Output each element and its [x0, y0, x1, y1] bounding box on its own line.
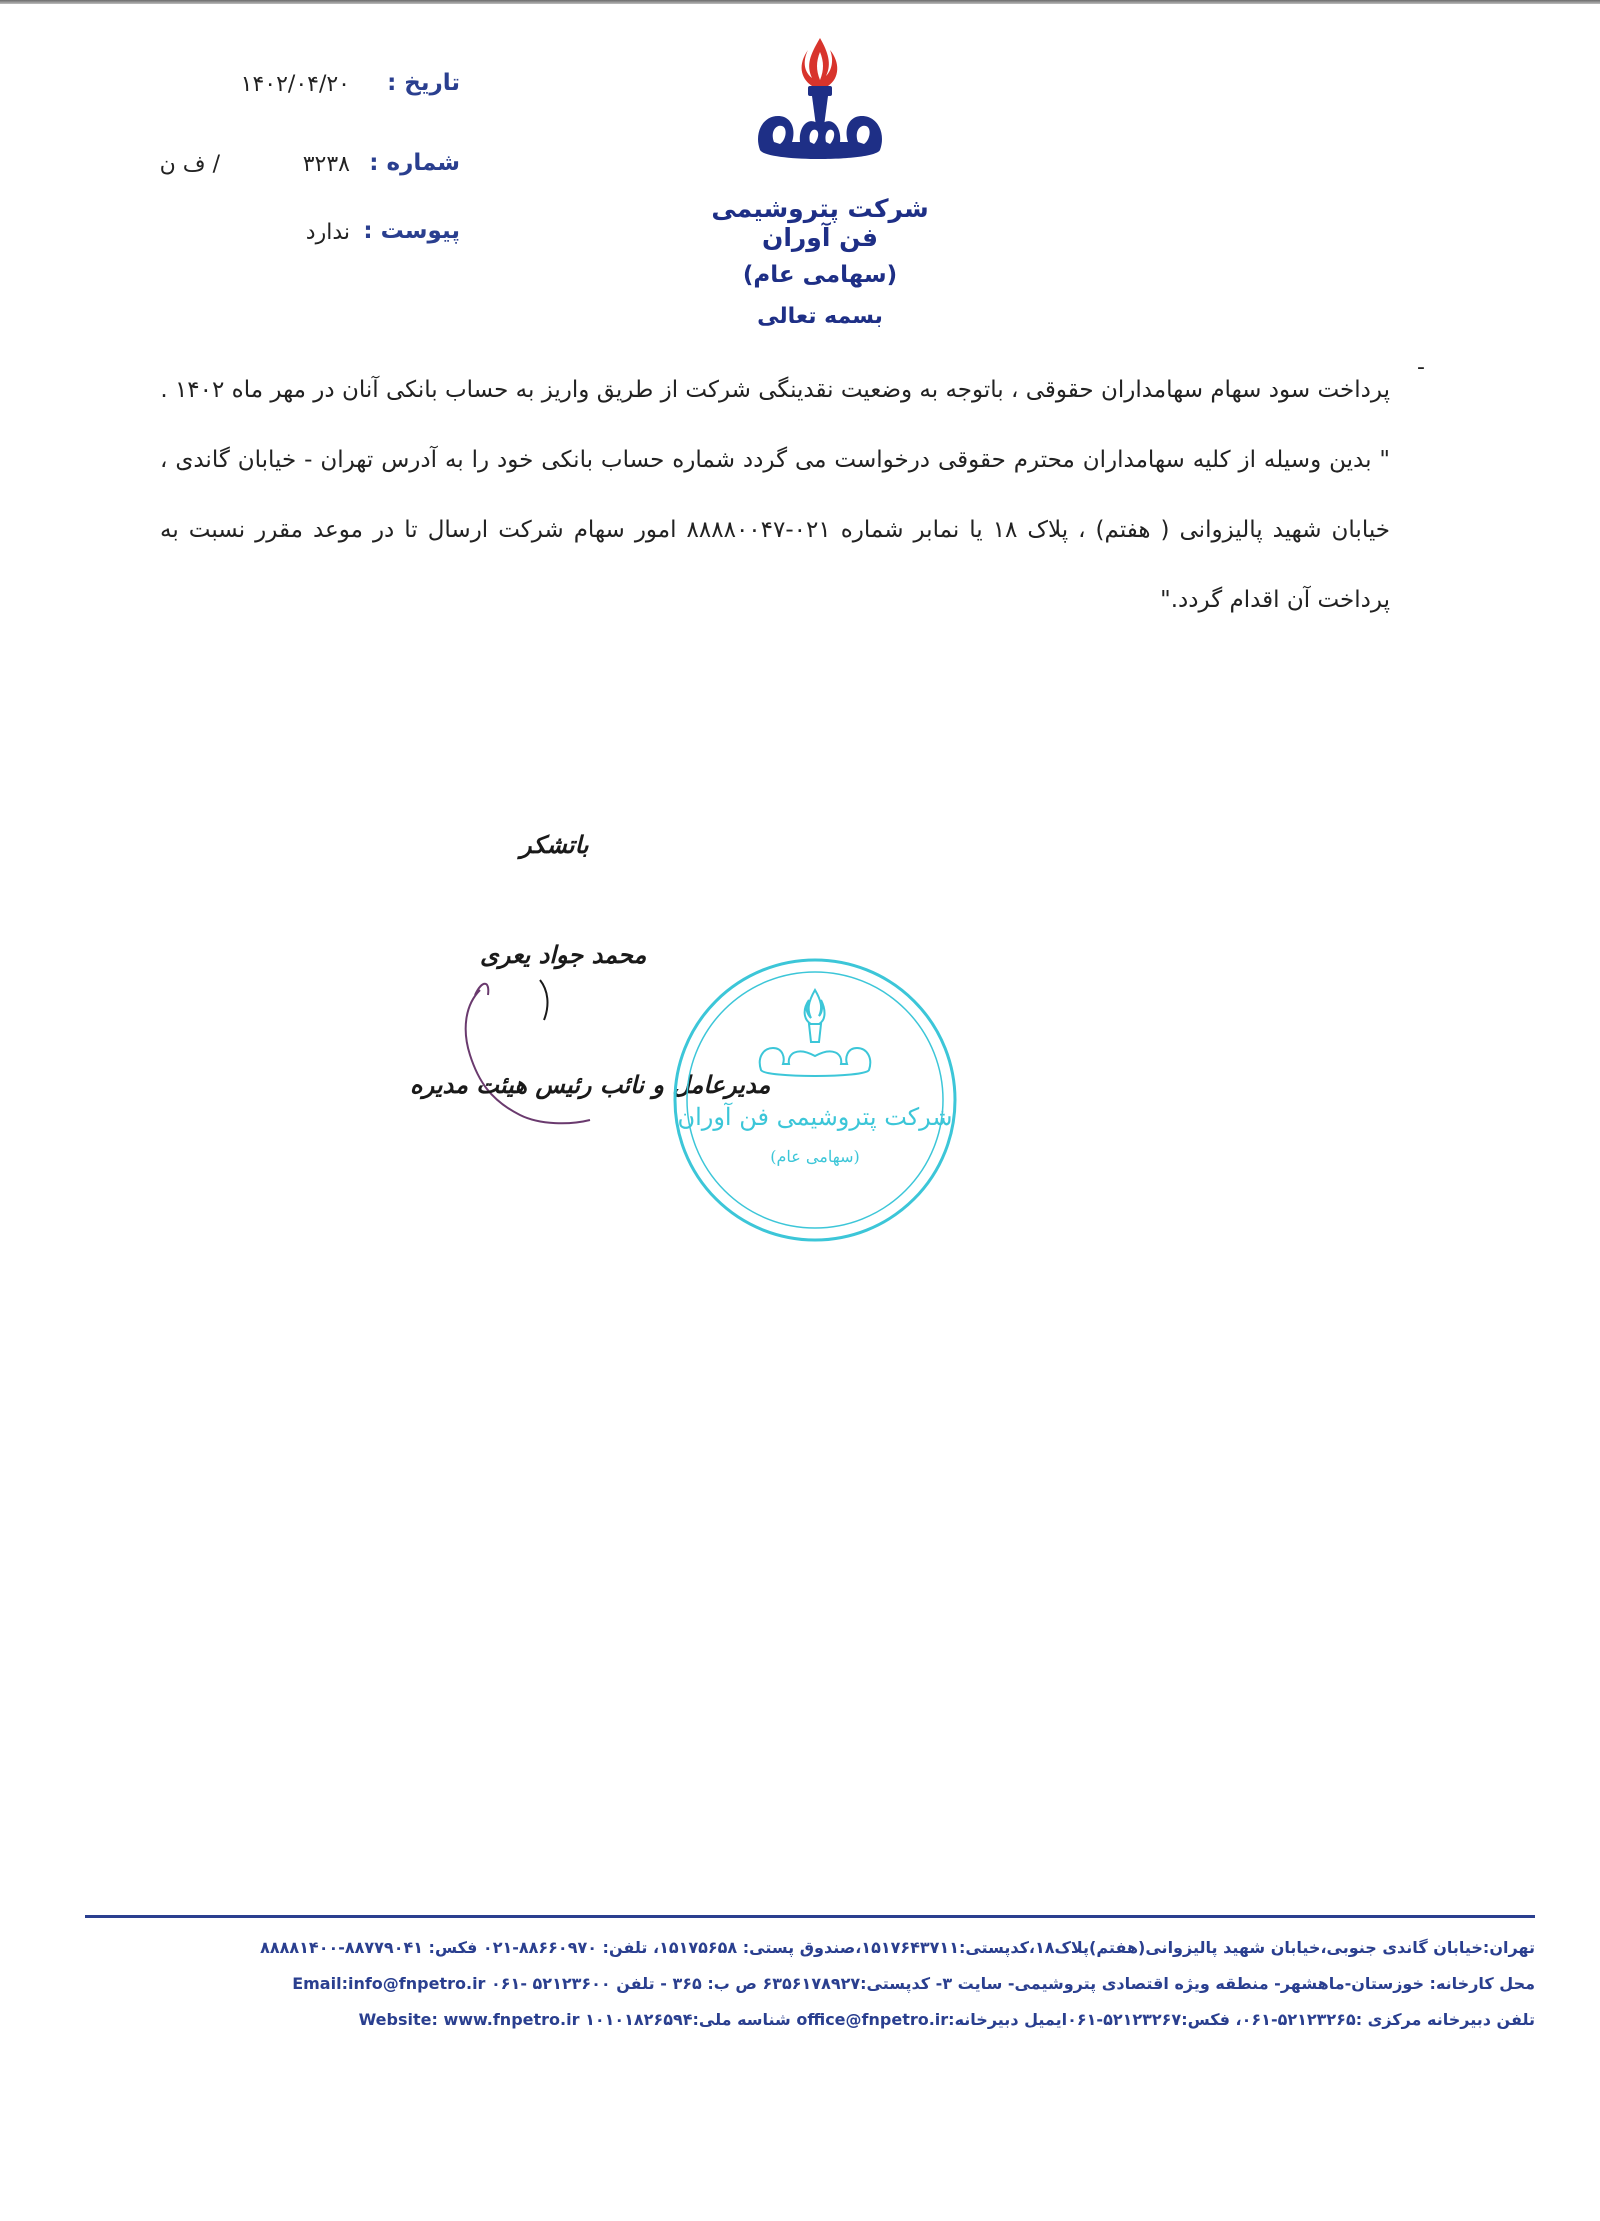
company-name: شرکت پتروشیمی فن آوران	[711, 194, 929, 252]
number-label: شماره :	[369, 150, 460, 176]
closing-text: باتشکر	[520, 830, 589, 859]
company-type: (سهامی عام)	[742, 262, 898, 288]
torch-logo-icon	[740, 30, 900, 190]
signer-name: محمد جواد یعری	[480, 940, 647, 969]
footer-secretariat-contact: تلفن دبیرخانه مرکزی :۵۲۱۲۳۲۶۵-۰۶۱، فکس:۵۲۱۲۳۲۶۷-۰۶۱ایمیل دبیرخانه:office@fnpetro.ir شناسه ملی:۱۰۱۰۱۸۲۶۵۹۴ Website: www.fnpetro.ir	[358, 2010, 1535, 2029]
number-value: ۳۲۳۸	[302, 152, 350, 177]
seal-company-name: شرکت پتروشیمی فن آوران	[677, 1103, 953, 1131]
footer-factory-address: محل کارخانه: خوزستان-ماهشهر- منطقه ویژه اقتصادی پتروشیمی- سایت ۳- کدپستی:۶۳۵۶۱۷۸۹۲۷ ص ب: ۳۶۵ - تلفن ۵۲۱۲۳۶۰۰ -۰۶۱ Email:info@fnpetro.ir	[292, 1974, 1535, 1993]
company-seal	[665, 950, 965, 1250]
company-logo	[700, 30, 940, 330]
footer-tehran-address: تهران:خیابان گاندی جنوبی،خیابان شهید پالیزوانی(هفتم)پلاک۱۸،کدپستی:۱۵۱۷۶۴۳۷۱۱،صندوق پستی: ۱۵۱۷۵۶۵۸، تلفن: ۸۸۶۶۰۹۷۰-۰۲۱ فکس: ۸۸۷۷۹۰۴۱-۸۸۸۸۱۴۰۰	[260, 1938, 1535, 1957]
letter-body	[160, 355, 1425, 635]
seal-icon	[665, 950, 965, 1250]
signer-title: مدیرعامل و نائب رئیس هیئت مدیره	[410, 1070, 771, 1099]
number-row	[120, 150, 460, 190]
attachment-label: پیوست :	[363, 218, 460, 244]
paragraph-request: " بدین وسیله از کلیه سهامداران محترم حقوقی درخواست می گردد شماره حساب بانکی خود را به آدرس تهران - خیابان گاندی ، خیابان شهید پالیزوانی ( هفتم) ، پلاک ۱۸ یا نمابر شماره ۰۲۱-۸۸۸۸۰۰۴۷ امور سهام شرکت ارسال تا در موعد مقرر نسبت به پرداخت آن اقدام گردد."	[160, 447, 1390, 613]
date-row	[120, 70, 460, 110]
invocation: بسمه تعالی	[757, 304, 883, 329]
paragraph-payment: پرداخت سود سهام سهامداران حقوقی ، باتوجه به وضعیت نقدینگی شرکت از طریق واریز به حساب بانکی آنان در مهر ماه ۱۴۰۲ .	[160, 377, 1390, 403]
date-value: ۱۴۰۲/۰۴/۲۰	[240, 72, 350, 97]
number-suffix: / ف ن	[159, 152, 220, 177]
date-label: تاریخ :	[387, 70, 460, 96]
attachment-value: ندارد	[305, 220, 350, 245]
top-border	[0, 0, 1600, 4]
letter-footer	[85, 1930, 1535, 2038]
seal-company-type: (سهامی عام)	[770, 1147, 860, 1166]
attachment-row	[120, 218, 460, 258]
footer-divider	[85, 1915, 1535, 1918]
bullet-mark: -	[1417, 355, 1425, 380]
